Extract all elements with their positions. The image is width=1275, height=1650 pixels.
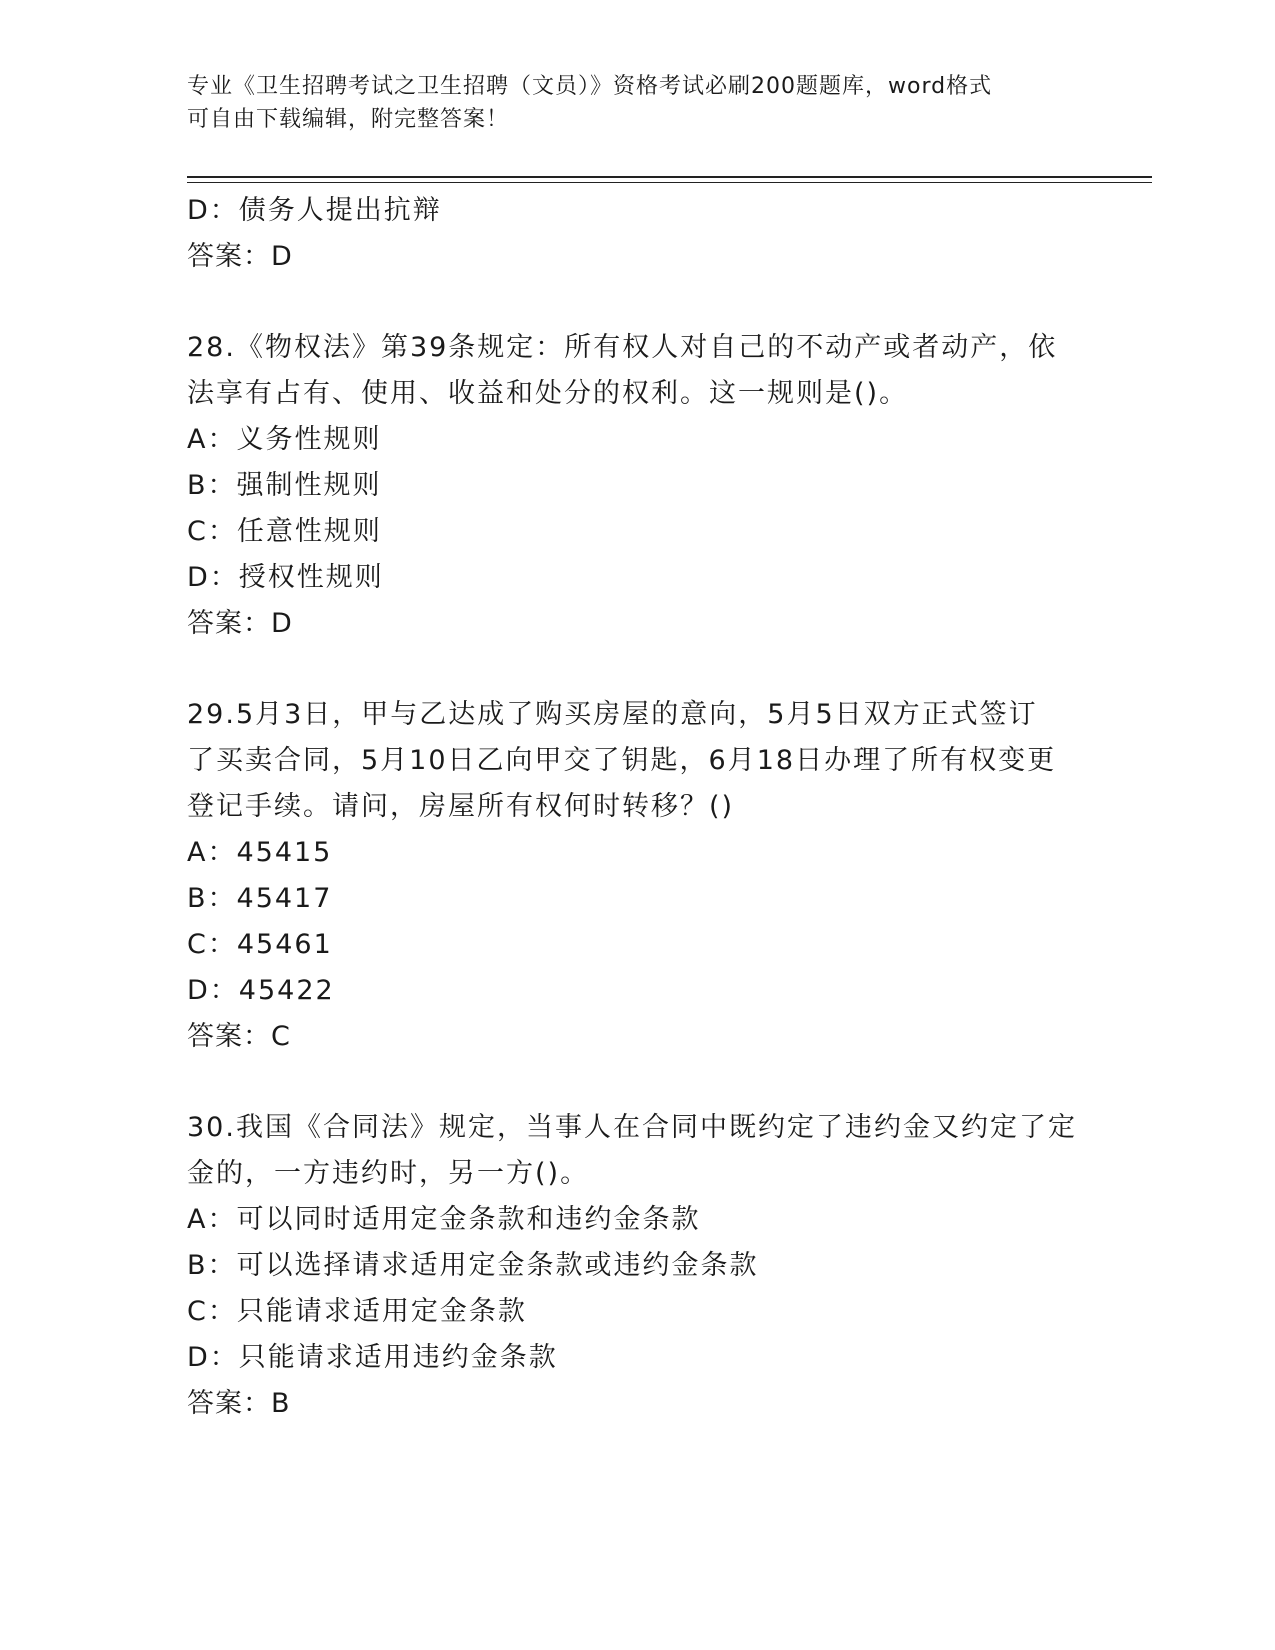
question-content (187, 188, 1087, 1427)
question-stem-line: 法享有占有、使用、收益和处分的权利。这一规则是()。 (187, 378, 909, 409)
question-stem-line: 29.5月3日，甲与乙达成了购买房屋的意向，5月5日双方正式签订 (187, 699, 1038, 730)
question-stem-line: 28.《物权法》第39条规定：所有权人对自己的不动产或者动产，依 (187, 332, 1058, 363)
option-b: B：强制性规则 (187, 470, 382, 501)
answer-prev: 答案：D (187, 241, 293, 272)
option-b: B：可以选择请求适用定金条款或违约金条款 (187, 1250, 759, 1281)
option-d: D：45422 (187, 975, 335, 1006)
question-30 (187, 1105, 1087, 1427)
question-stem-line: 登记手续。请问，房屋所有权何时转移？() (187, 791, 735, 822)
option-d-prev: D：债务人提出抗辩 (187, 195, 442, 226)
option-d: D：只能请求适用违约金条款 (187, 1342, 558, 1373)
option-d: D：授权性规则 (187, 562, 384, 593)
answer: 答案：C (187, 1021, 291, 1052)
question-29 (187, 692, 1087, 1060)
header-divider-thick (187, 176, 1152, 178)
question-stem-line: 30.我国《合同法》规定，当事人在合同中既约定了违约金又约定了定 (187, 1112, 1077, 1143)
option-a: A：可以同时适用定金条款和违约金条款 (187, 1204, 701, 1235)
option-c: C：任意性规则 (187, 516, 382, 547)
option-a: A：45415 (187, 837, 333, 868)
header-title-line-2: 可自由下载编辑，附完整答案！ (187, 107, 510, 132)
page-header (187, 70, 1067, 136)
option-b: B：45417 (187, 883, 333, 914)
header-title-line-1: 专业《卫生招聘考试之卫生招聘（文员）》资格考试必刷200题题库，word格式 (187, 74, 993, 99)
question-stem-line: 了买卖合同，5月10日乙向甲交了钥匙，6月18日办理了所有权变更 (187, 745, 1057, 776)
header-divider-thin (187, 182, 1152, 183)
option-c: C：只能请求适用定金条款 (187, 1296, 527, 1327)
question-stem-line: 金的，一方违约时，另一方()。 (187, 1158, 590, 1189)
answer: 答案：D (187, 608, 293, 639)
option-c: C：45461 (187, 929, 333, 960)
answer: 答案：B (187, 1388, 291, 1419)
option-a: A：义务性规则 (187, 424, 382, 455)
question-28 (187, 325, 1087, 647)
